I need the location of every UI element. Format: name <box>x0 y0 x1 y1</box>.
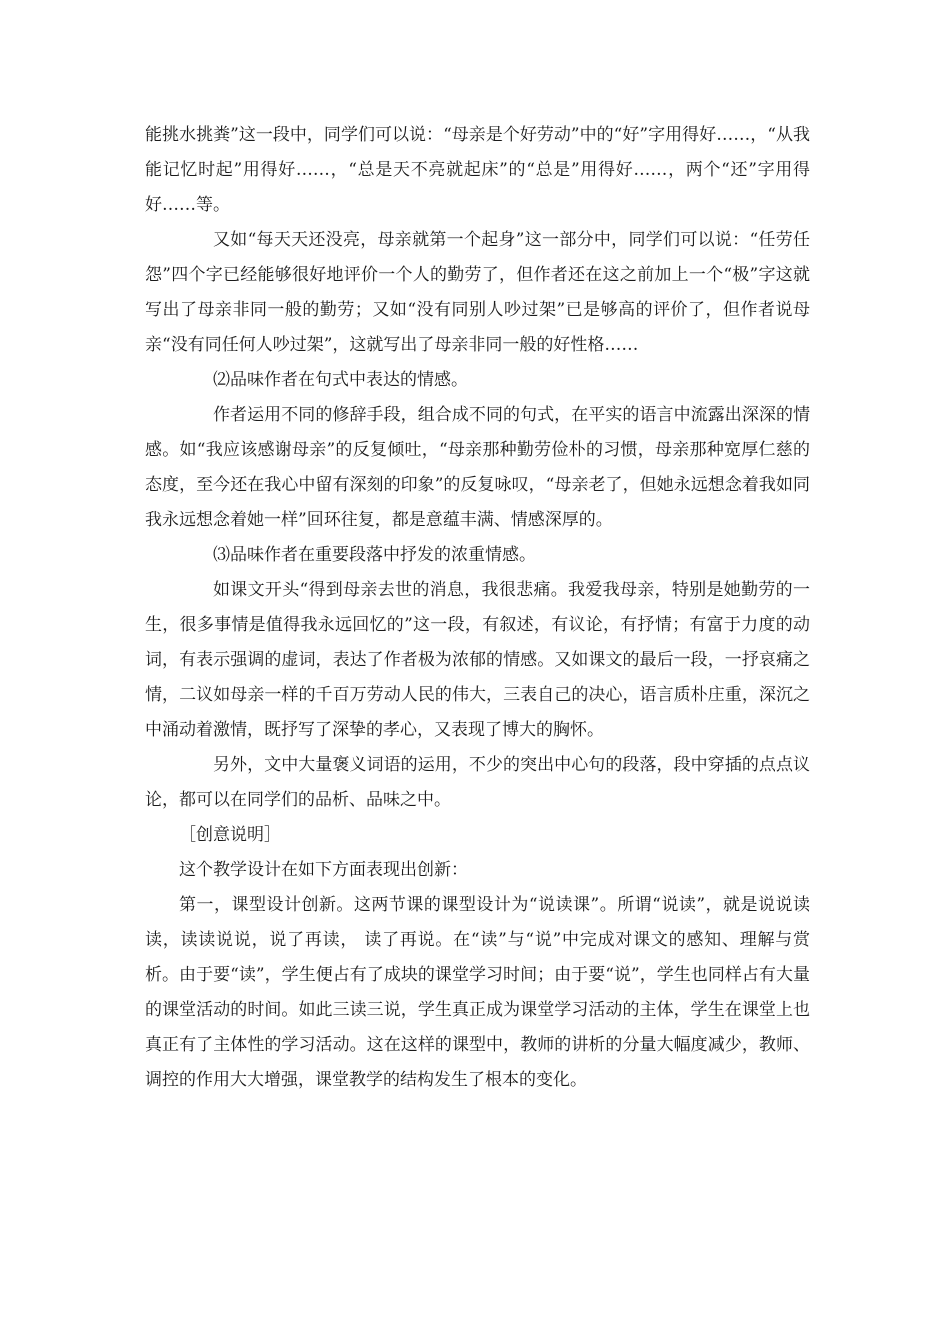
paragraph: 第一，课型设计创新。这两节课的课型设计为“说读课”。所谓“说读”，就是说说读读，读读说说，说了再读， 读了再说。在“读”与“说”中完成对课文的感知、理解与赏析。由于要“读”，学生便占有了成块的课堂学习时间；由于要“说”，学生也同样占有大量的课堂活动的时间。如此三读三说，学生真正成为课堂学习活动的主体，学生在课堂上也真正有了主体性的学习活动。这在这样的课型中，教师的讲析的分量大幅度减少，教师、调控的作用大大增强，课堂教学的结构发生了根本的变化。 <box>145 895 810 1090</box>
subheading: ⑵品味作者在句式中表达的情感。 <box>213 370 468 390</box>
paragraph-continuation: 能挑水挑粪”这一段中，同学们可以说：“母亲是个好劳动”中的“好”字用得好……，“从我能记忆时起”用得好……，“总是天不亮就起床”的“总是”用得好……，两个“还”字用得好……等。 <box>145 125 810 215</box>
paragraph: 如课文开头“得到母亲去世的消息，我很悲痛。我爱我母亲，特别是她勤劳的一生，很多事情是值得我永远回忆的”这一段，有叙述，有议论，有抒情；有富于力度的动词，有表示强调的虚词，表达了作者极为浓郁的情感。又如课文的最后一段，一抒哀痛之情，二议如母亲一样的千百万劳动人民的伟大，三表自己的决心，语言质朴庄重，深沉之中涌动着激情，既抒写了深挚的孝心，又表现了博大的胸怀。 <box>145 580 810 740</box>
document-body <box>145 118 810 1098</box>
paragraph: 又如“每天天还没亮，母亲就第一个起身”这一部分中，同学们可以说：“任劳任怨”四个字已经能够很好地评价一个人的勤劳了，但作者还在这之前加上一个“极”字这就写出了母亲非同一般的勤劳；又如“没有同别人吵过架”已是够高的评价了，但作者说母亲“没有同任何人吵过架”，这就写出了母亲非同一般的好性格…… <box>145 230 810 355</box>
section-heading: ［创意说明］ <box>179 825 281 845</box>
paragraph: 作者运用不同的修辞手段，组合成不同的句式，在平实的语言中流露出深深的情感。如“我应该感谢母亲”的反复倾吐，“母亲那种勤劳俭朴的习惯，母亲那种宽厚仁慈的态度，至今还在我心中留有深刻的印象”的反复咏叹，“母亲老了，但她永远想念着我如同我永远想念着她一样”回环往复，都是意蕴丰满、情感深厚的。 <box>145 405 810 530</box>
paragraph: 另外，文中大量褒义词语的运用，不少的突出中心句的段落，段中穿插的点点议论，都可以在同学们的品析、品味之中。 <box>145 755 810 810</box>
subheading: ⑶品味作者在重要段落中抒发的浓重情感。 <box>213 545 536 565</box>
paragraph: 这个教学设计在如下方面表现出创新： <box>179 860 468 880</box>
